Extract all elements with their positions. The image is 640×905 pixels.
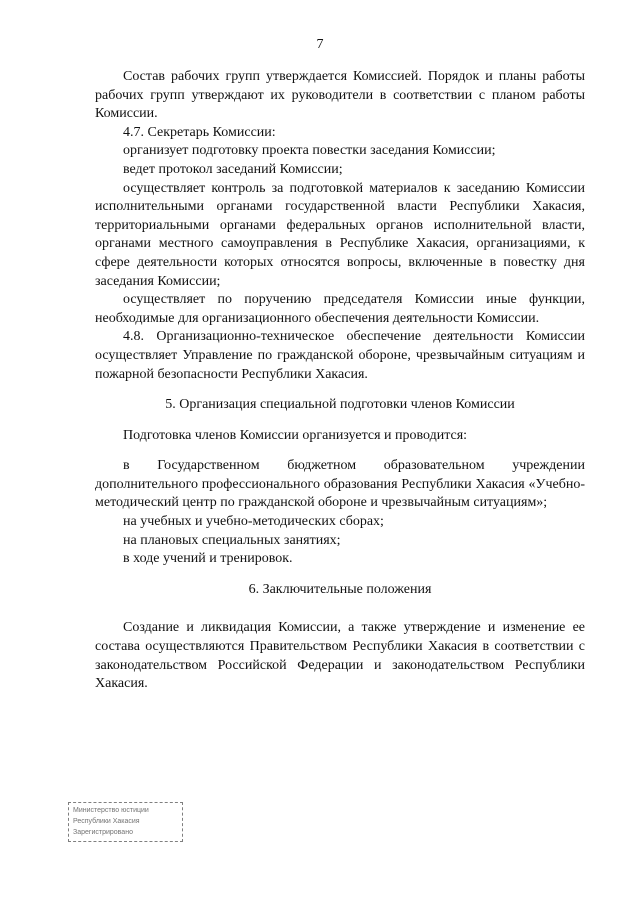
- paragraph-final-provisions: Создание и ликвидация Комиссии, а также утверждение и изменение ее состава осуществляются Правительством Республики Хакасия в соответствии с законодательством Российской Федерации и законодательством Республики Хакасия.: [95, 620, 585, 692]
- paragraph-secretary-duty-2: ведет протокол заседаний Комиссии;: [123, 161, 343, 177]
- section-5-heading: 5. Организация специальной подготовки членов Комиссии: [165, 397, 515, 413]
- paragraph-secretary-duty-1: организует подготовку проекта повестки заседания Комиссии;: [123, 143, 496, 159]
- document-body: [95, 68, 585, 694]
- stamp-line-2: Республики Хакасия: [73, 818, 140, 825]
- paragraph-training-intro: Подготовка членов Комиссии организуется и проводится:: [123, 427, 468, 443]
- paragraph-working-groups: Состав рабочих групп утверждается Комиссией. Порядок и планы работы рабочих групп утверждают их руководители в соответствии с планом работы Комиссии.: [95, 69, 585, 122]
- paragraph-training-item-1: в Государственном бюджетном образовательном учреждении дополнительного профессионального образования Республики Хакасия «Учебно-методический центр по гражданской обороне и чрезвычайным ситуациям»;: [95, 458, 585, 511]
- paragraph-secretary-duty-3: осуществляет контроль за подготовкой материалов к заседанию Комиссии исполнительными органами государственной власти Республики Хакасия, территориальными органами федеральных органов исполнительной власти, органами местного самоуправления в Республике Хакасия, организациями, к сфере деятельности которых относятся вопросы, включенные в повестку дня заседания Комиссии;: [95, 180, 585, 289]
- paragraph-secretary-duty-4: осуществляет по поручению председателя Комиссии иные функции, необходимые для организационного обеспечения деятельности Комиссии.: [95, 292, 585, 326]
- section-6-heading: 6. Заключительные положения: [248, 581, 432, 597]
- page-number: 7: [316, 37, 324, 52]
- paragraph-training-item-4: в ходе учений и тренировок.: [123, 551, 293, 567]
- paragraph-training-item-3: на плановых специальных занятиях;: [123, 532, 341, 548]
- stamp-line-3: Зарегистрировано: [73, 829, 133, 836]
- stamp-line-1: Министерство юстиции: [73, 807, 149, 814]
- registration-stamp: [68, 802, 183, 842]
- paragraph-secretary-title: 4.7. Секретарь Комиссии:: [123, 124, 276, 140]
- paragraph-technical-support: 4.8. Организационно-техническое обеспечение деятельности Комиссии осуществляет Управление по гражданской обороне, чрезвычайным ситуациям и пожарной безопасности Республики Хакасия.: [95, 329, 585, 382]
- paragraph-training-item-2: на учебных и учебно-методических сборах;: [123, 514, 384, 530]
